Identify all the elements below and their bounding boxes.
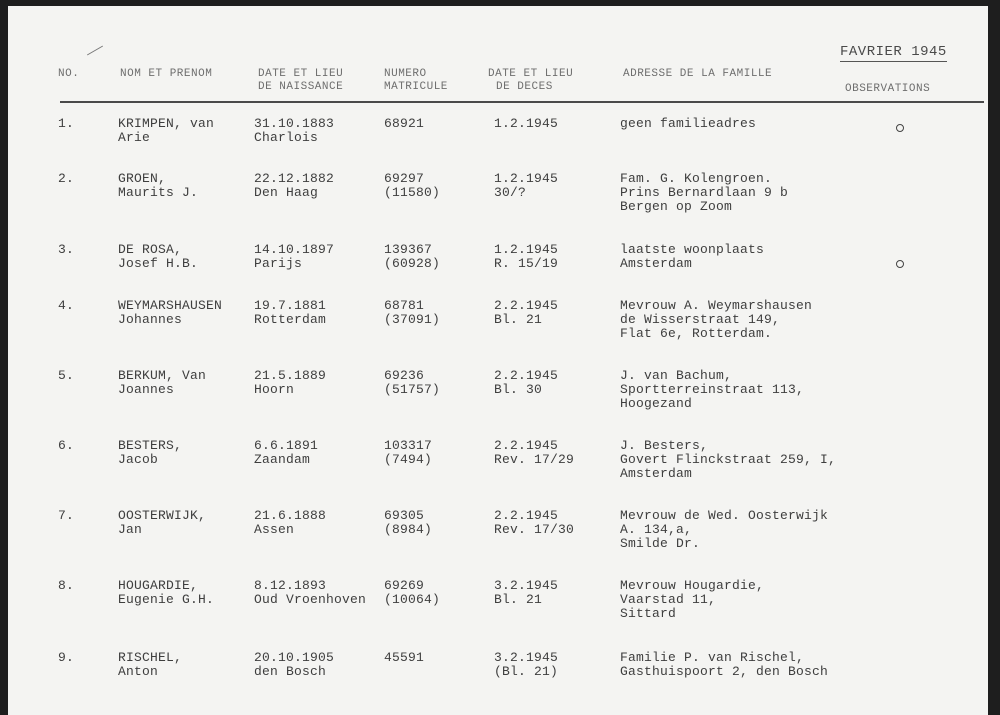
header-address: ADRESSE DE LA FAMILLE xyxy=(623,68,773,80)
cell-birth2: Parijs xyxy=(254,256,303,271)
cell-death1: 2.2.1945 xyxy=(494,368,559,383)
cell-name1: KRIMPEN, van xyxy=(118,116,215,131)
header-death-line1: DATE ET LIEU xyxy=(488,68,574,80)
cell-death2: Bl. 30 xyxy=(494,382,543,397)
header-matricule-line2: MATRICULE xyxy=(384,81,448,93)
cell-addr3: Flat 6e, Rotterdam. xyxy=(620,326,773,341)
cell-death1: 1.2.1945 xyxy=(494,171,559,186)
cell-mat1: 69269 xyxy=(384,578,425,593)
observation-mark xyxy=(896,124,904,132)
cell-addr2: de Wisserstraat 149, xyxy=(620,312,781,327)
cell-addr2: Gasthuispoort 2, den Bosch xyxy=(620,664,829,679)
cell-mat2: (8984) xyxy=(384,522,433,537)
cell-mat1: 68781 xyxy=(384,298,425,313)
cell-no: 4. xyxy=(58,298,75,313)
date-stamp: FAVRIER 1945 xyxy=(840,44,947,60)
cell-mat1: 68921 xyxy=(384,116,425,131)
cell-addr2: A. 134,a, xyxy=(620,522,693,537)
cell-no: 1. xyxy=(58,116,75,131)
cell-name2: Maurits J. xyxy=(118,185,199,200)
header-death-line2: DE DECES xyxy=(496,81,553,93)
header-no: NO. xyxy=(58,68,80,80)
cell-addr2: Govert Flinckstraat 259, I, xyxy=(620,452,837,467)
cell-mat2: (51757) xyxy=(384,382,441,397)
cell-name2: Eugenie G.H. xyxy=(118,592,215,607)
cell-addr3: Amsterdam xyxy=(620,466,693,481)
cell-birth2: Charlois xyxy=(254,130,319,145)
cell-death1: 3.2.1945 xyxy=(494,578,559,593)
cell-name1: WEYMARSHAUSEN xyxy=(118,298,223,313)
cell-birth1: 21.5.1889 xyxy=(254,368,327,383)
cell-birth2: Hoorn xyxy=(254,382,295,397)
cell-birth1: 8.12.1893 xyxy=(254,578,327,593)
cell-addr2: Sportterreinstraat 113, xyxy=(620,382,805,397)
cell-name2: Anton xyxy=(118,664,159,679)
cell-death2: Rev. 17/30 xyxy=(494,522,575,537)
cell-name1: OOSTERWIJK, xyxy=(118,508,207,523)
header-birth-line1: DATE ET LIEU xyxy=(258,68,344,80)
cell-addr2: Vaarstad 11, xyxy=(620,592,717,607)
cell-name1: BERKUM, Van xyxy=(118,368,207,383)
header-birth-line2: DE NAISSANCE xyxy=(258,81,344,93)
cell-addr1: Mevrouw Hougardie, xyxy=(620,578,765,593)
cell-death2: Rev. 17/29 xyxy=(494,452,575,467)
cell-addr2: Prins Bernardlaan 9 b xyxy=(620,185,789,200)
cell-name1: HOUGARDIE, xyxy=(118,578,199,593)
cell-birth1: 21.6.1888 xyxy=(254,508,327,523)
cell-name2: Arie xyxy=(118,130,151,145)
header-rule xyxy=(60,101,984,103)
cell-no: 9. xyxy=(58,650,75,665)
cell-birth2: den Bosch xyxy=(254,664,327,679)
cell-name2: Joannes xyxy=(118,382,175,397)
cell-mat2: (60928) xyxy=(384,256,441,271)
cell-name1: RISCHEL, xyxy=(118,650,183,665)
cell-no: 2. xyxy=(58,171,75,186)
cell-no: 7. xyxy=(58,508,75,523)
cell-addr1: geen familieadres xyxy=(620,116,757,131)
cell-death1: 1.2.1945 xyxy=(494,116,559,131)
cell-death2: Bl. 21 xyxy=(494,592,543,607)
cell-birth2: Den Haag xyxy=(254,185,319,200)
cell-name2: Johannes xyxy=(118,312,183,327)
cell-addr1: Mevrouw A. Weymarshausen xyxy=(620,298,813,313)
cell-birth1: 22.12.1882 xyxy=(254,171,335,186)
cell-death1: 2.2.1945 xyxy=(494,298,559,313)
cell-mat2: (7494) xyxy=(384,452,433,467)
cell-addr1: J. van Bachum, xyxy=(620,368,733,383)
cell-birth1: 31.10.1883 xyxy=(254,116,335,131)
cell-name2: Josef H.B. xyxy=(118,256,199,271)
cell-mat1: 69305 xyxy=(384,508,425,523)
cell-birth2: Zaandam xyxy=(254,452,311,467)
cell-birth1: 6.6.1891 xyxy=(254,438,319,453)
cell-mat1: 69236 xyxy=(384,368,425,383)
cell-no: 3. xyxy=(58,242,75,257)
cell-addr1: Fam. G. Kolengroen. xyxy=(620,171,773,186)
cell-addr3: Smilde Dr. xyxy=(620,536,701,551)
cell-no: 5. xyxy=(58,368,75,383)
cell-mat1: 139367 xyxy=(384,242,433,257)
cell-mat2: (10064) xyxy=(384,592,441,607)
cell-mat1: 103317 xyxy=(384,438,433,453)
cell-birth2: Oud Vroenhoven xyxy=(254,592,367,607)
cell-addr2: Amsterdam xyxy=(620,256,693,271)
cell-name1: GROEN, xyxy=(118,171,167,186)
document-page xyxy=(8,6,988,715)
pen-mark xyxy=(87,46,103,56)
cell-mat2: (11580) xyxy=(384,185,441,200)
cell-birth2: Rotterdam xyxy=(254,312,327,327)
header-matricule-line1: NUMERO xyxy=(384,68,427,80)
cell-death2: R. 15/19 xyxy=(494,256,559,271)
cell-death1: 2.2.1945 xyxy=(494,508,559,523)
header-name: NOM ET PRENOM xyxy=(120,68,213,80)
cell-addr1: laatste woonplaats xyxy=(620,242,765,257)
cell-mat1: 45591 xyxy=(384,650,425,665)
cell-death2: 30/? xyxy=(494,185,527,200)
cell-death1: 1.2.1945 xyxy=(494,242,559,257)
cell-name2: Jacob xyxy=(118,452,159,467)
cell-addr3: Hoogezand xyxy=(620,396,693,411)
cell-addr1: Familie P. van Rischel, xyxy=(620,650,805,665)
cell-death1: 3.2.1945 xyxy=(494,650,559,665)
cell-addr1: Mevrouw de Wed. Oosterwijk xyxy=(620,508,829,523)
cell-death2: (Bl. 21) xyxy=(494,664,559,679)
cell-birth2: Assen xyxy=(254,522,295,537)
cell-birth1: 14.10.1897 xyxy=(254,242,335,257)
cell-birth1: 20.10.1905 xyxy=(254,650,335,665)
cell-addr3: Sittard xyxy=(620,606,677,621)
cell-addr3: Bergen op Zoom xyxy=(620,199,733,214)
cell-death2: Bl. 21 xyxy=(494,312,543,327)
cell-addr1: J. Besters, xyxy=(620,438,709,453)
cell-mat1: 69297 xyxy=(384,171,425,186)
cell-no: 6. xyxy=(58,438,75,453)
cell-birth1: 19.7.1881 xyxy=(254,298,327,313)
cell-name1: BESTERS, xyxy=(118,438,183,453)
cell-name2: Jan xyxy=(118,522,143,537)
cell-mat2: (37091) xyxy=(384,312,441,327)
cell-name1: DE ROSA, xyxy=(118,242,183,257)
observation-mark xyxy=(896,260,904,268)
cell-death1: 2.2.1945 xyxy=(494,438,559,453)
header-observations: OBSERVATIONS xyxy=(845,83,931,95)
cell-no: 8. xyxy=(58,578,75,593)
